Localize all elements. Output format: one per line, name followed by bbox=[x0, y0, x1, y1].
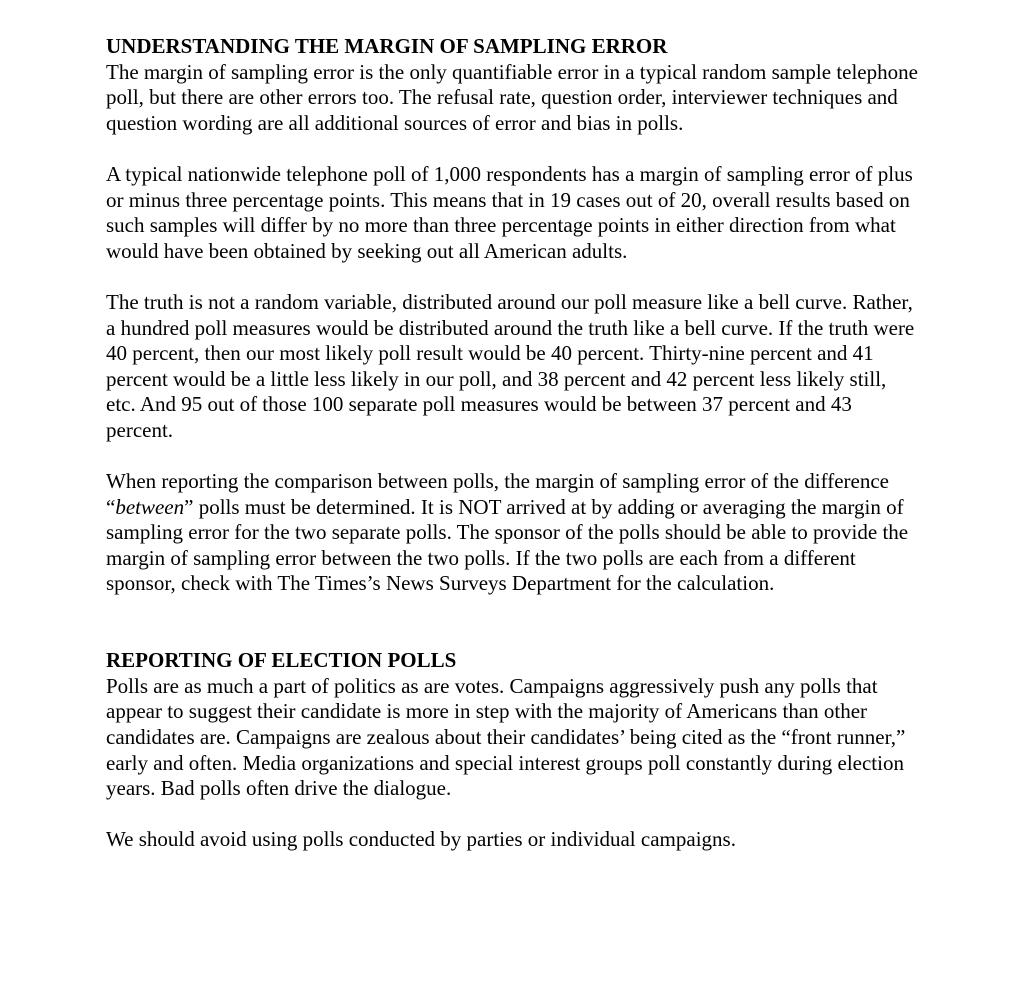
paragraph: The truth is not a random variable, distributed around our poll measure like a bell curve. Rather, a hundred poll measures would be distributed around the truth like a bell curve. If the truth were 40 percent, then our most likely poll result would be 40 percent. Thirty-nine percent and 41 percent would be a little less likely in our poll, and 38 percent and 42 percent less likely still, etc. And 95 out of those 100 separate poll measures would be between 37 percent and 43 percent. bbox=[106, 289, 915, 442]
paragraph: Polls are as much a part of politics as are votes. Campaigns aggressively push any polls that appear to suggest their candidate is more in step with the majority of Americans than other candidates are. Campaigns are zealous about their candidates’ being cited as the “front runner,” early and often. Media organizations and special interest groups poll constantly during election years. Bad polls often drive the dialogue. bbox=[106, 673, 906, 801]
document-page bbox=[106, 34, 918, 879]
paragraph bbox=[106, 469, 918, 597]
section-margin-of-error bbox=[106, 34, 918, 597]
emphasis-text: between bbox=[115, 494, 185, 519]
paragraph: A typical nationwide telephone poll of 1,000 respondents has a margin of sampling error of plus or minus three percentage points. This means that in 19 cases out of 20, overall results based on such samples will differ by no more than three percentage points in either direction from what would have been obtained by seeking out all American adults. bbox=[106, 161, 913, 263]
paragraph-text-before: When reporting the comparison between polls, the margin of sampling error of the difference “ bbox=[106, 469, 889, 519]
paragraph-text-after: ” polls must be determined. It is NOT arrived at by adding or averaging the margin of sampling error for the two separate polls. The sponsor of the polls should be able to provide the margin of sampling error between the two polls. If the two polls are each from a different sponsor, check with The Times’s News Surveys Department for the calculation. bbox=[106, 494, 909, 596]
section-spacer bbox=[106, 623, 918, 649]
paragraph: We should avoid using polls conducted by parties or individual campaigns. bbox=[106, 827, 736, 852]
paragraph: The margin of sampling error is the only quantifiable error in a typical random sample telephone poll, but there are other errors too. The refusal rate, question order, interviewer techniques and question wording are all additional sources of error and bias in polls. bbox=[106, 59, 918, 135]
section-heading: REPORTING OF ELECTION POLLS bbox=[106, 648, 457, 673]
section-heading: UNDERSTANDING THE MARGIN OF SAMPLING ERROR bbox=[106, 34, 668, 58]
section-election-polls bbox=[106, 648, 918, 853]
